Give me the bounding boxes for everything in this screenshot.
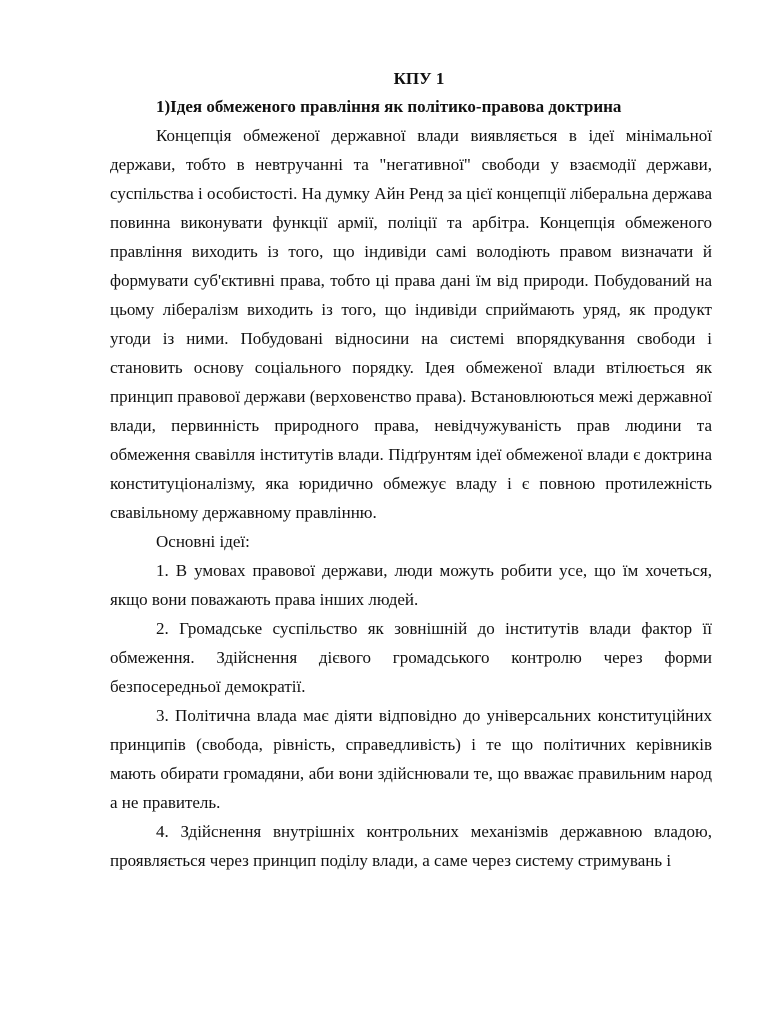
paragraph-idea-2: 2. Громадське суспільство як зовнішній до інститутів влади фактор її обмеження. Здійснення дієвого громадського контролю через форми безпосередньої демократії.: [110, 619, 712, 696]
paragraph-intro: Концепція обмеженої державної влади виявляється в ідеї мінімальної держави, тобто в невтручанні та "негативної" свободи у взаємодії держави, суспільства і особистості. На думку Айн Ренд за цієї концепції ліберальна держава повинна виконувати функції армії, поліції та арбітра. Концепція обмеженого правління виходить із того, що індивіди самі володіють правом визначати й формувати суб'єктивні права, тобто ці права дані їм від природи. Побудований на цьому лібералізм виходить із того, що індивіди сприймають уряд, як продукт угоди із ними. Побудовані відносини на системі впорядкування свободи і становить основу соціального порядку. Ідея обмеженої влади втілюється як принцип правової держави (верховенство права). Встановлюються межі державної влади, первинність природного права, невідчужуваність прав людини та обмеження свавілля інститутів влади. Підґрунтям ідеї обмеженої влади є доктрина конституціоналізму, яка юридично обмежує владу і є повною протилежність свавільному державному правлінню.: [110, 126, 712, 522]
paragraph-idea-3: 3. Політична влада має діяти відповідно до універсальних конституційних принципів (свобода, рівність, справедливість) і те що політичних керівників мають обирати громадяни, аби вони здійснювали те, що вважає правильним народ а не правитель.: [110, 706, 712, 812]
document-page: [110, 66, 712, 875]
section-heading: 1)Ідея обмеженого правління як політико-правова доктрина: [156, 97, 622, 116]
document-title: КПУ 1: [393, 69, 445, 88]
paragraph-main-ideas-label: Основні ідеї:: [156, 532, 250, 551]
paragraph-idea-1: 1. В умовах правової держави, люди можуть робити усе, що їм хочеться, якщо вони поважають права інших людей.: [110, 561, 712, 609]
paragraph-idea-4: 4. Здійснення внутрішніх контрольних механізмів державною владою, проявляється через принцип поділу влади, а саме через систему стримувань і: [110, 822, 712, 870]
